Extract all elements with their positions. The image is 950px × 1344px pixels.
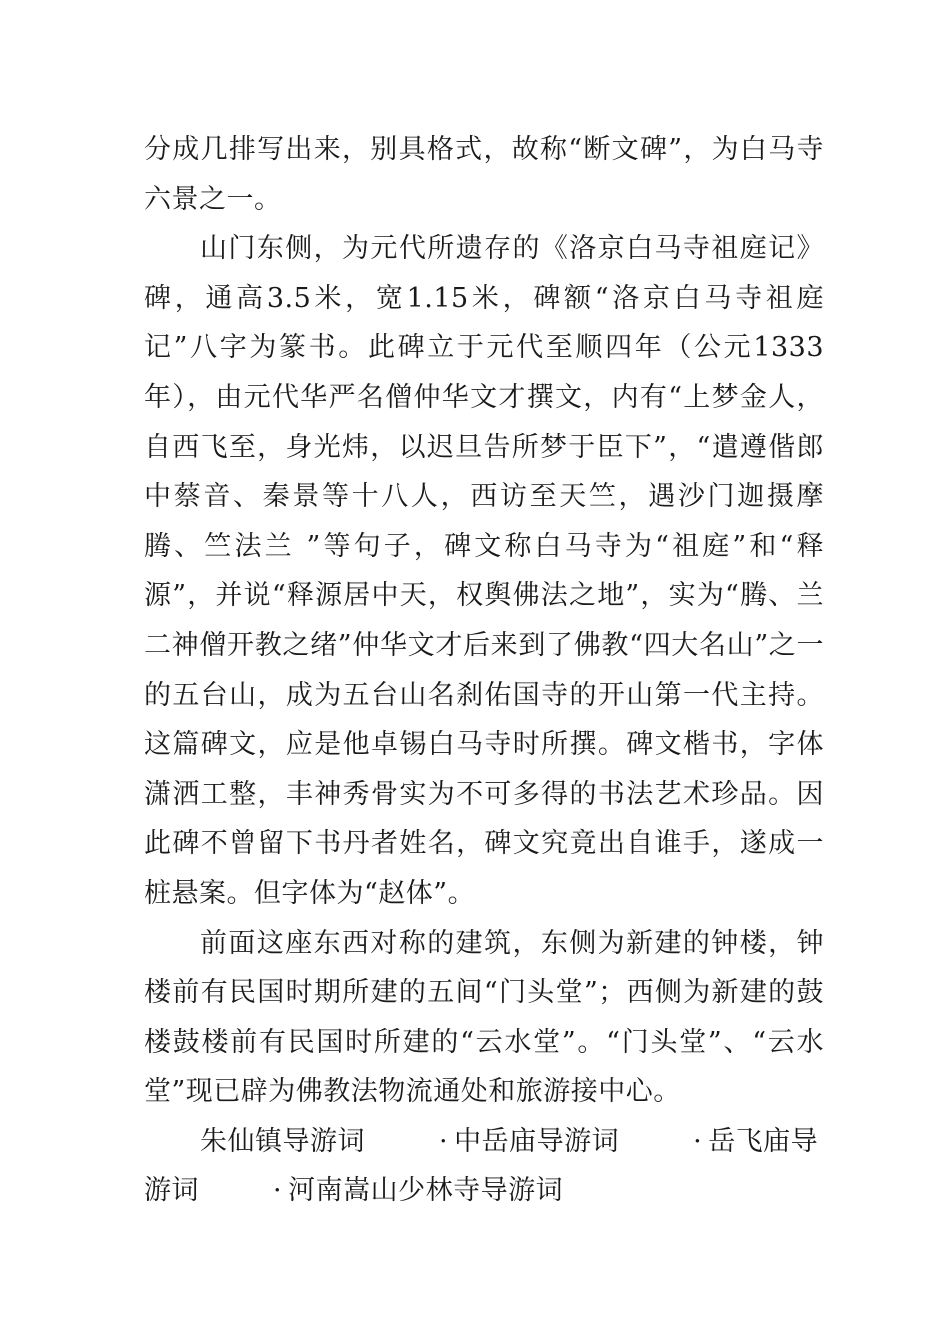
link-separator: · [439, 1125, 449, 1157]
paragraph-stele-inscription: 山门东侧，为元代所遗存的《洛京白马寺祖庭记》碑，通高3.5米，宽1.15米，碑额“洛京白马寺祖庭记”八字为篆书。此碑立于元代至顺四年（公元1333年），由元代华严名僧仲华文才撰文，内有“上梦金人，自西飞至，身光炜，以迟旦告所梦于臣下”，“遣遵偕郎中蔡音、秦景等十八人，西访至天竺，遇沙门迦摄摩腾、竺法兰 ”等句子，碑文称白马寺为“祖庭”和“释源”，并说“释源居中天，权舆佛法之地”，实为“腾、兰二神僧开教之绪”仲华文才后来到了佛教“四大名山”之一的五台山，成为五台山名刹佑国寺的开山第一代主持。这篇碑文，应是他卓锡白马寺时所撰。碑文楷书，字体潇洒工整，丰神秀骨实为不可多得的书法艺术珍品。因此碑不曾留下书丹者姓名，碑文究竟出自谁手，遂成一桩悬案。但字体为“赵体”。 [144, 233, 824, 909]
paragraph-continuation: 分成几排写出来，别具格式，故称“断文碑”，为白马寺六景之一。 [144, 134, 824, 215]
link-separator: · [273, 1175, 283, 1207]
link-separator: · [693, 1125, 703, 1157]
related-link[interactable]: 中岳庙导游词 [454, 1125, 620, 1157]
related-link[interactable]: 朱仙镇导游词 [200, 1125, 365, 1157]
related-link[interactable]: 河南嵩山少林寺导游词 [288, 1175, 564, 1207]
paragraph-bell-drum-towers: 前面这座东西对称的建筑，东侧为新建的钟楼，钟楼前有民国时期所建的五间“门头堂”；西侧为新建的鼓楼鼓楼前有民国时所建的“云水堂”。“门头堂”、“云水堂”现已辟为佛教法物流通处和旅游接中心。 [144, 927, 824, 1108]
related-link[interactable]: 岳飞庙导游词 [144, 1125, 819, 1207]
document-page [144, 125, 824, 1216]
related-links [144, 1117, 824, 1216]
